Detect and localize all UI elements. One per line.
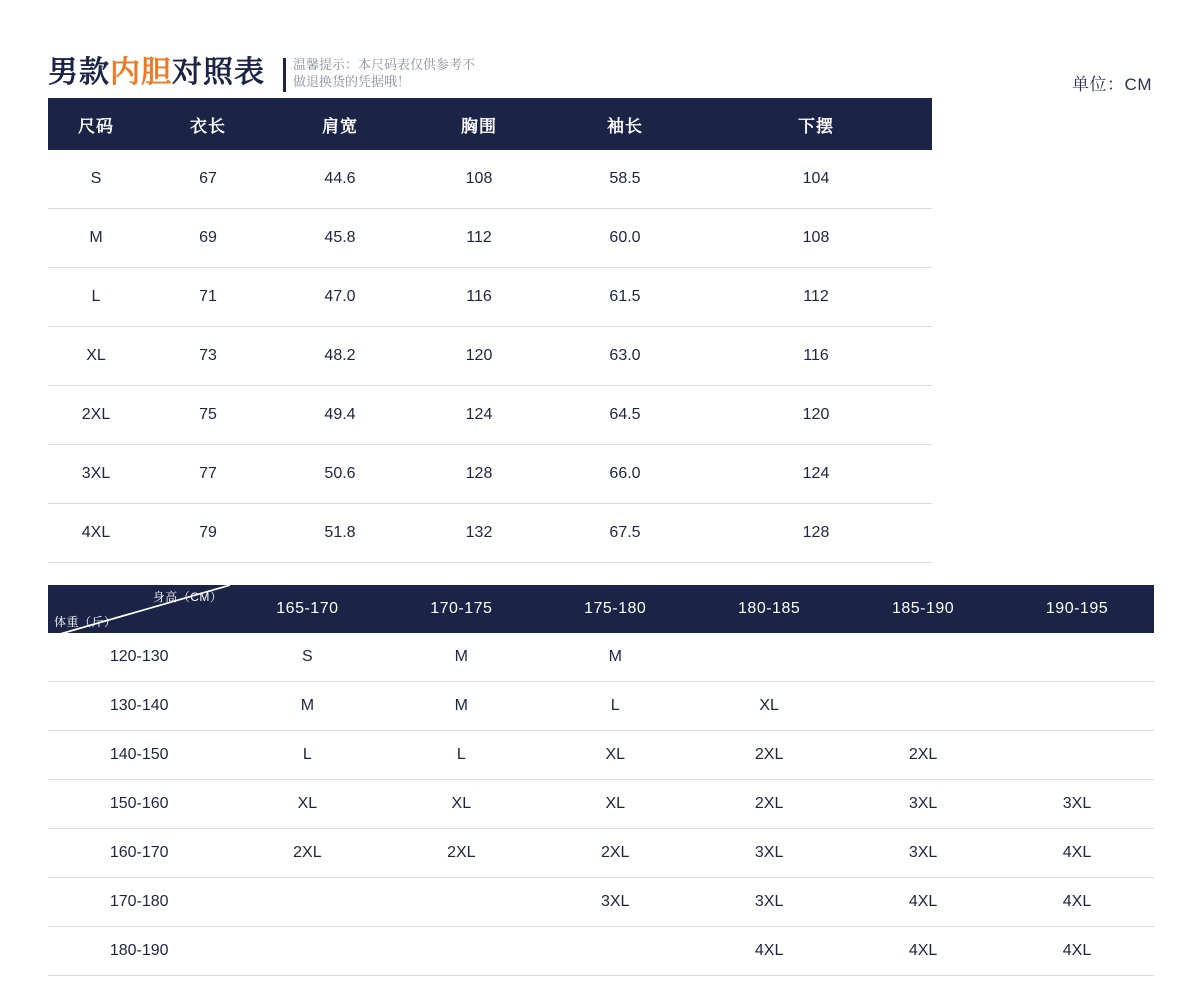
corner-axis-cell [48, 585, 230, 633]
cell-recommended-size: XL [538, 731, 692, 780]
cell-recommended-size: M [384, 633, 538, 682]
cell-sleeve: 63.0 [550, 327, 700, 386]
cell-recommended-size: 3XL [846, 829, 1000, 878]
tip-accent-bar [283, 58, 286, 92]
garment-measurements-table [48, 98, 932, 563]
cell-size: 3XL [48, 445, 144, 504]
tip-line-1: 温馨提示：本尺码表仅供参考不 [293, 57, 476, 72]
tip-note [283, 56, 475, 92]
cell-recommended-size [846, 682, 1000, 731]
page-title-part2: 对照表 [172, 56, 265, 89]
column-header-height-3: 175-180 [538, 585, 692, 633]
page-header [48, 0, 1152, 96]
cell-recommended-size: 4XL [1000, 878, 1154, 927]
cell-recommended-size [1000, 731, 1154, 780]
cell-recommended-size: XL [538, 780, 692, 829]
cell-weight-range: 170-180 [48, 878, 230, 927]
cell-recommended-size: 3XL [692, 878, 846, 927]
cell-size: 2XL [48, 386, 144, 445]
cell-recommended-size: 4XL [846, 878, 1000, 927]
cell-size: M [48, 209, 144, 268]
cell-recommended-size: XL [692, 682, 846, 731]
table-row [48, 633, 1154, 682]
cell-shoulder: 50.6 [272, 445, 408, 504]
table-row [48, 829, 1154, 878]
cell-recommended-size [846, 633, 1000, 682]
cell-recommended-size: XL [230, 780, 384, 829]
cell-shoulder: 45.8 [272, 209, 408, 268]
cell-length: 79 [144, 504, 272, 563]
corner-height-label: 身高（CM） [152, 590, 223, 604]
table-row [48, 327, 932, 386]
cell-length: 73 [144, 327, 272, 386]
cell-shoulder: 49.4 [272, 386, 408, 445]
cell-recommended-size: XL [384, 780, 538, 829]
table-row [48, 780, 1154, 829]
table-row [48, 682, 1154, 731]
cell-recommended-size: M [538, 633, 692, 682]
table-row [48, 731, 1154, 780]
cell-recommended-size: 3XL [538, 878, 692, 927]
cell-recommended-size: M [230, 682, 384, 731]
cell-bust: 112 [408, 209, 550, 268]
cell-recommended-size: 2XL [692, 780, 846, 829]
cell-weight-range: 160-170 [48, 829, 230, 878]
cell-recommended-size [1000, 633, 1154, 682]
cell-bust: 128 [408, 445, 550, 504]
cell-recommended-size: L [384, 731, 538, 780]
cell-recommended-size [230, 878, 384, 927]
measurements-header-row [48, 98, 932, 150]
cell-recommended-size: L [230, 731, 384, 780]
table-row [48, 386, 932, 445]
page-title-accent: 内胆 [110, 56, 172, 89]
cell-hem: 120 [700, 386, 932, 445]
column-header-length: 衣长 [144, 98, 272, 150]
table-row [48, 927, 1154, 976]
cell-recommended-size: S [230, 633, 384, 682]
cell-length: 67 [144, 150, 272, 209]
cell-sleeve: 61.5 [550, 268, 700, 327]
column-header-hem: 下摆 [700, 98, 932, 150]
cell-sleeve: 66.0 [550, 445, 700, 504]
cell-recommended-size: 2XL [692, 731, 846, 780]
cell-recommended-size: 3XL [692, 829, 846, 878]
cell-sleeve: 67.5 [550, 504, 700, 563]
column-header-height-4: 180-185 [692, 585, 846, 633]
tip-line-2: 做退换货的凭据哦！ [293, 74, 411, 89]
cell-shoulder: 44.6 [272, 150, 408, 209]
table-row [48, 268, 932, 327]
cell-recommended-size [1000, 682, 1154, 731]
cell-weight-range: 180-190 [48, 927, 230, 976]
cell-weight-range: 150-160 [48, 780, 230, 829]
cell-recommended-size: M [384, 682, 538, 731]
cell-recommended-size: 2XL [538, 829, 692, 878]
table-row [48, 878, 1154, 927]
cell-recommended-size [384, 927, 538, 976]
column-header-size: 尺码 [48, 98, 144, 150]
cell-bust: 120 [408, 327, 550, 386]
page-title-part1: 男款 [48, 56, 110, 89]
cell-recommended-size: 4XL [1000, 829, 1154, 878]
cell-recommended-size: 4XL [692, 927, 846, 976]
cell-bust: 132 [408, 504, 550, 563]
column-header-height-6: 190-195 [1000, 585, 1154, 633]
cell-size: XL [48, 327, 144, 386]
tip-text [293, 56, 475, 90]
cell-recommended-size: 2XL [384, 829, 538, 878]
cell-hem: 116 [700, 327, 932, 386]
cell-recommended-size: 2XL [846, 731, 1000, 780]
cell-weight-range: 120-130 [48, 633, 230, 682]
size-recommendation-table [48, 585, 1154, 976]
column-header-shoulder: 肩宽 [272, 98, 408, 150]
cell-size: S [48, 150, 144, 209]
cell-recommended-size: 4XL [1000, 927, 1154, 976]
cell-size: L [48, 268, 144, 327]
cell-shoulder: 51.8 [272, 504, 408, 563]
cell-sleeve: 60.0 [550, 209, 700, 268]
cell-sleeve: 58.5 [550, 150, 700, 209]
cell-hem: 112 [700, 268, 932, 327]
size-recommendation-section [48, 585, 1154, 976]
cell-recommended-size: 3XL [846, 780, 1000, 829]
table-row [48, 150, 932, 209]
cell-recommended-size [538, 927, 692, 976]
cell-length: 71 [144, 268, 272, 327]
column-header-height-2: 170-175 [384, 585, 538, 633]
corner-weight-label: 体重（斤） [54, 615, 117, 629]
cell-hem: 104 [700, 150, 932, 209]
cell-recommended-size [384, 878, 538, 927]
column-header-height-5: 185-190 [846, 585, 1000, 633]
cell-weight-range: 140-150 [48, 731, 230, 780]
table-row [48, 209, 932, 268]
cell-bust: 108 [408, 150, 550, 209]
cell-recommended-size: 4XL [846, 927, 1000, 976]
cell-recommended-size [692, 633, 846, 682]
cell-shoulder: 47.0 [272, 268, 408, 327]
cell-hem: 108 [700, 209, 932, 268]
cell-sleeve: 64.5 [550, 386, 700, 445]
page-title [48, 58, 265, 88]
recommendation-header-row [48, 585, 1154, 633]
cell-recommended-size: 2XL [230, 829, 384, 878]
cell-weight-range: 130-140 [48, 682, 230, 731]
cell-bust: 124 [408, 386, 550, 445]
column-header-bust: 胸围 [408, 98, 550, 150]
cell-recommended-size [230, 927, 384, 976]
column-header-height-1: 165-170 [230, 585, 384, 633]
unit-label: 单位：CM [1072, 75, 1152, 94]
cell-length: 75 [144, 386, 272, 445]
table-row [48, 504, 932, 563]
cell-shoulder: 48.2 [272, 327, 408, 386]
cell-length: 77 [144, 445, 272, 504]
table-row [48, 445, 932, 504]
cell-hem: 124 [700, 445, 932, 504]
cell-recommended-size: L [538, 682, 692, 731]
column-header-sleeve: 袖长 [550, 98, 700, 150]
cell-hem: 128 [700, 504, 932, 563]
cell-recommended-size: 3XL [1000, 780, 1154, 829]
cell-bust: 116 [408, 268, 550, 327]
cell-size: 4XL [48, 504, 144, 563]
cell-length: 69 [144, 209, 272, 268]
